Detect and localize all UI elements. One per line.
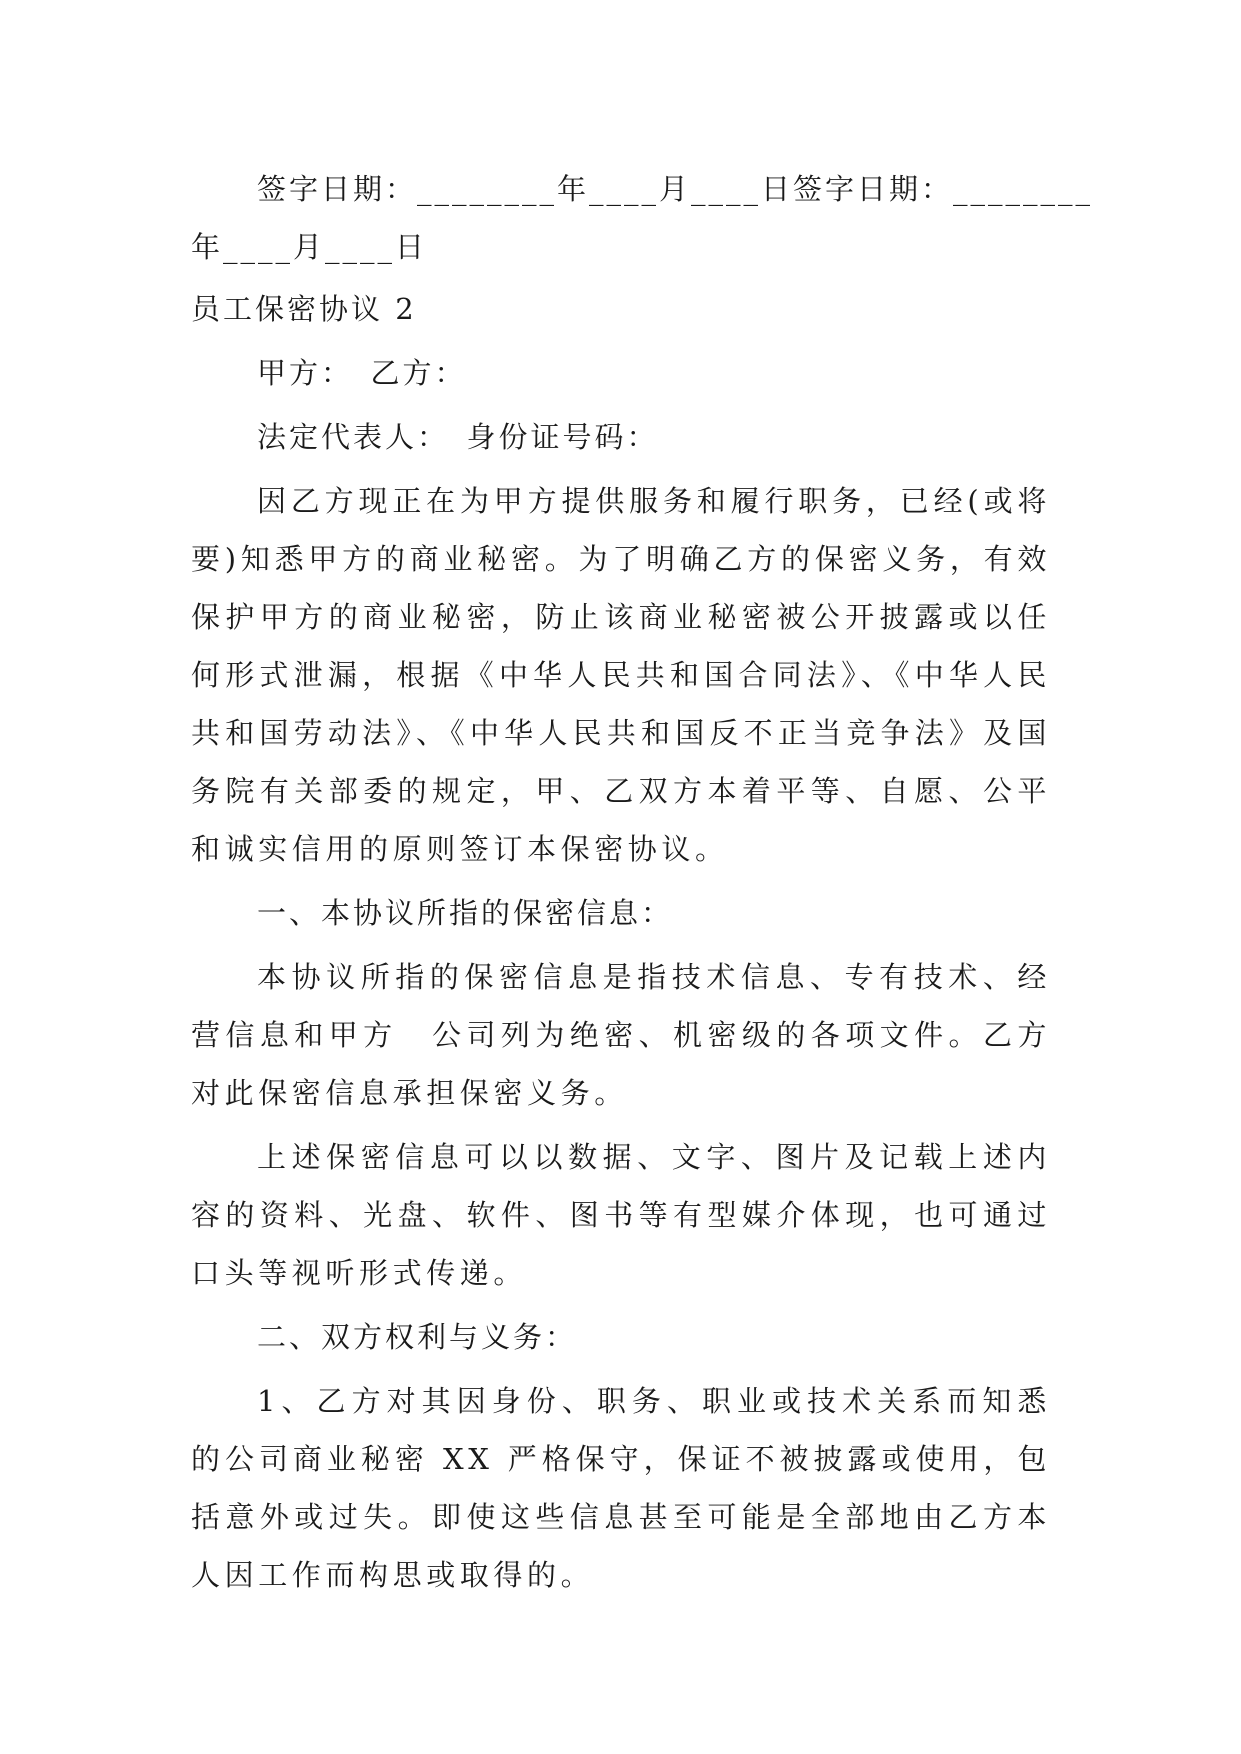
document-title: 员工保密协议 2 <box>191 292 417 326</box>
section-1-paragraph-1: 本协议所指的保密信息是指技术信息、专有技术、经营信息和甲方 公司列为绝密、机密级的各项文件。乙方对此保密信息承担保密义务。 <box>191 960 1051 1110</box>
intro-paragraph: 因乙方现正在为甲方提供服务和履行职务，已经(或将要)知悉甲方的商业秘密。为了明确乙方的保密义务，有效保护甲方的商业秘密，防止该商业秘密被公开披露或以任何形式泄漏，根据《中华人民共和国合同法》、《中华人民共和国劳动法》、《中华人民共和国反不正当竞争法》及国务院有关部委的规定，甲、乙双方本着平等、自愿、公平和诚实信用的原则签订本保密协议。 <box>191 484 1051 866</box>
representative-line: 法定代表人： 身份证号码： <box>257 420 659 454</box>
section-1-paragraph-2: 上述保密信息可以以数据、文字、图片及记载上述内容的资料、光盘、软件、图书等有型媒介体现，也可通过口头等视听形式传递。 <box>191 1140 1051 1290</box>
document-body <box>191 160 1094 1604</box>
section-2-item-1: 1、乙方对其因身份、职务、职业或技术关系而知悉的公司商业秘密 XX 严格保守，保证不被披露或使用，包括意外或过失。即使这些信息甚至可能是全部地由乙方本人因工作而构思或取得的。 <box>191 1384 1051 1592</box>
signature-date-line: 签字日期：________年____月____日签字日期：________ <box>257 172 1094 206</box>
section-2-heading: 二、双方权利与义务： <box>257 1320 578 1354</box>
signature-date-line-continued: 年____月____日 <box>191 230 428 264</box>
party-line: 甲方： 乙方： <box>257 356 467 390</box>
section-1-heading: 一、本协议所指的保密信息： <box>257 896 674 930</box>
